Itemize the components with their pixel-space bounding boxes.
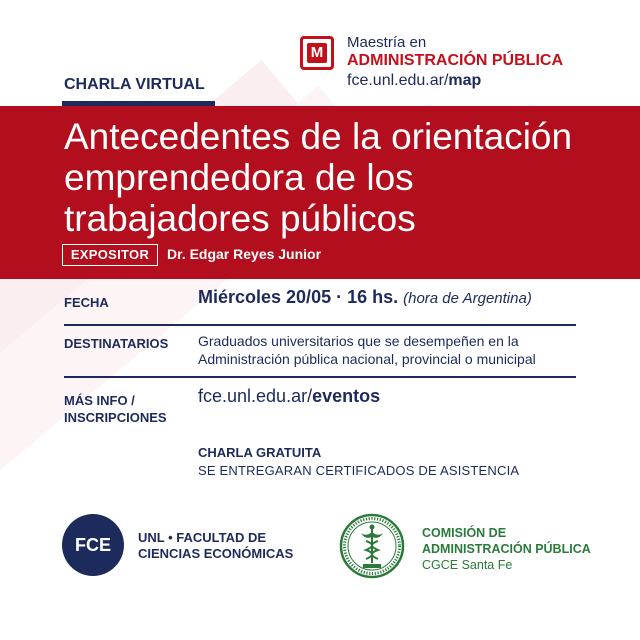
program-url-prefix: fce.unl.edu.ar/	[347, 72, 449, 89]
commission-line1: COMISIÓN DE	[422, 526, 507, 540]
speaker-label: EXPOSITOR	[62, 244, 158, 266]
program-line2: ADMINISTRACIÓN PÚBLICA	[347, 52, 563, 69]
commission-line2: ADMINISTRACIÓN PÚBLICA	[422, 542, 591, 556]
info-url-prefix: fce.unl.edu.ar/	[198, 386, 313, 406]
date-note: (hora de Argentina)	[403, 290, 532, 307]
audience-value: Graduados universitarios que se desempeñen en la Administración pública nacional, provincial o municipal	[198, 333, 536, 367]
fce-logo: FCE	[62, 514, 124, 576]
speaker-name: Dr. Edgar Reyes Junior	[167, 246, 322, 262]
fce-name-line1: UNL • FACULTAD DE	[138, 530, 267, 545]
commission-line3: CGCE Santa Fe	[422, 558, 513, 572]
event-title: Antecedentes de la orientación emprendedora de los trabajadores públicos	[64, 116, 573, 239]
caduceus-seal-icon	[339, 513, 405, 579]
certificates-note: SE ENTREGARAN CERTIFICADOS DE ASISTENCIA	[198, 463, 520, 478]
m-logo-letter: M	[307, 43, 327, 63]
date-text: Miércoles 20/05 · 16 hs.	[198, 287, 399, 307]
date-value	[198, 287, 532, 308]
info-url-suffix: eventos	[312, 386, 381, 406]
m-logo-icon	[300, 36, 334, 70]
fce-name-line2: CIENCIAS ECONÓMICAS	[138, 546, 294, 561]
event-type: CHARLA VIRTUAL	[64, 76, 205, 93]
program-line1: Maestría en	[347, 34, 427, 51]
info-label-line1: MÁS INFO /	[64, 393, 135, 408]
free-note: CHARLA GRATUITA	[198, 445, 322, 460]
divider	[64, 324, 576, 326]
audience-label: DESTINATARIOS	[64, 336, 169, 351]
info-url[interactable]	[198, 386, 380, 407]
info-label-line2: INSCRIPCIONES	[64, 410, 167, 425]
program-url[interactable]	[347, 72, 481, 90]
date-label: FECHA	[64, 295, 109, 310]
divider	[64, 376, 576, 378]
info-label	[64, 392, 167, 426]
program-url-suffix: map	[448, 72, 482, 89]
